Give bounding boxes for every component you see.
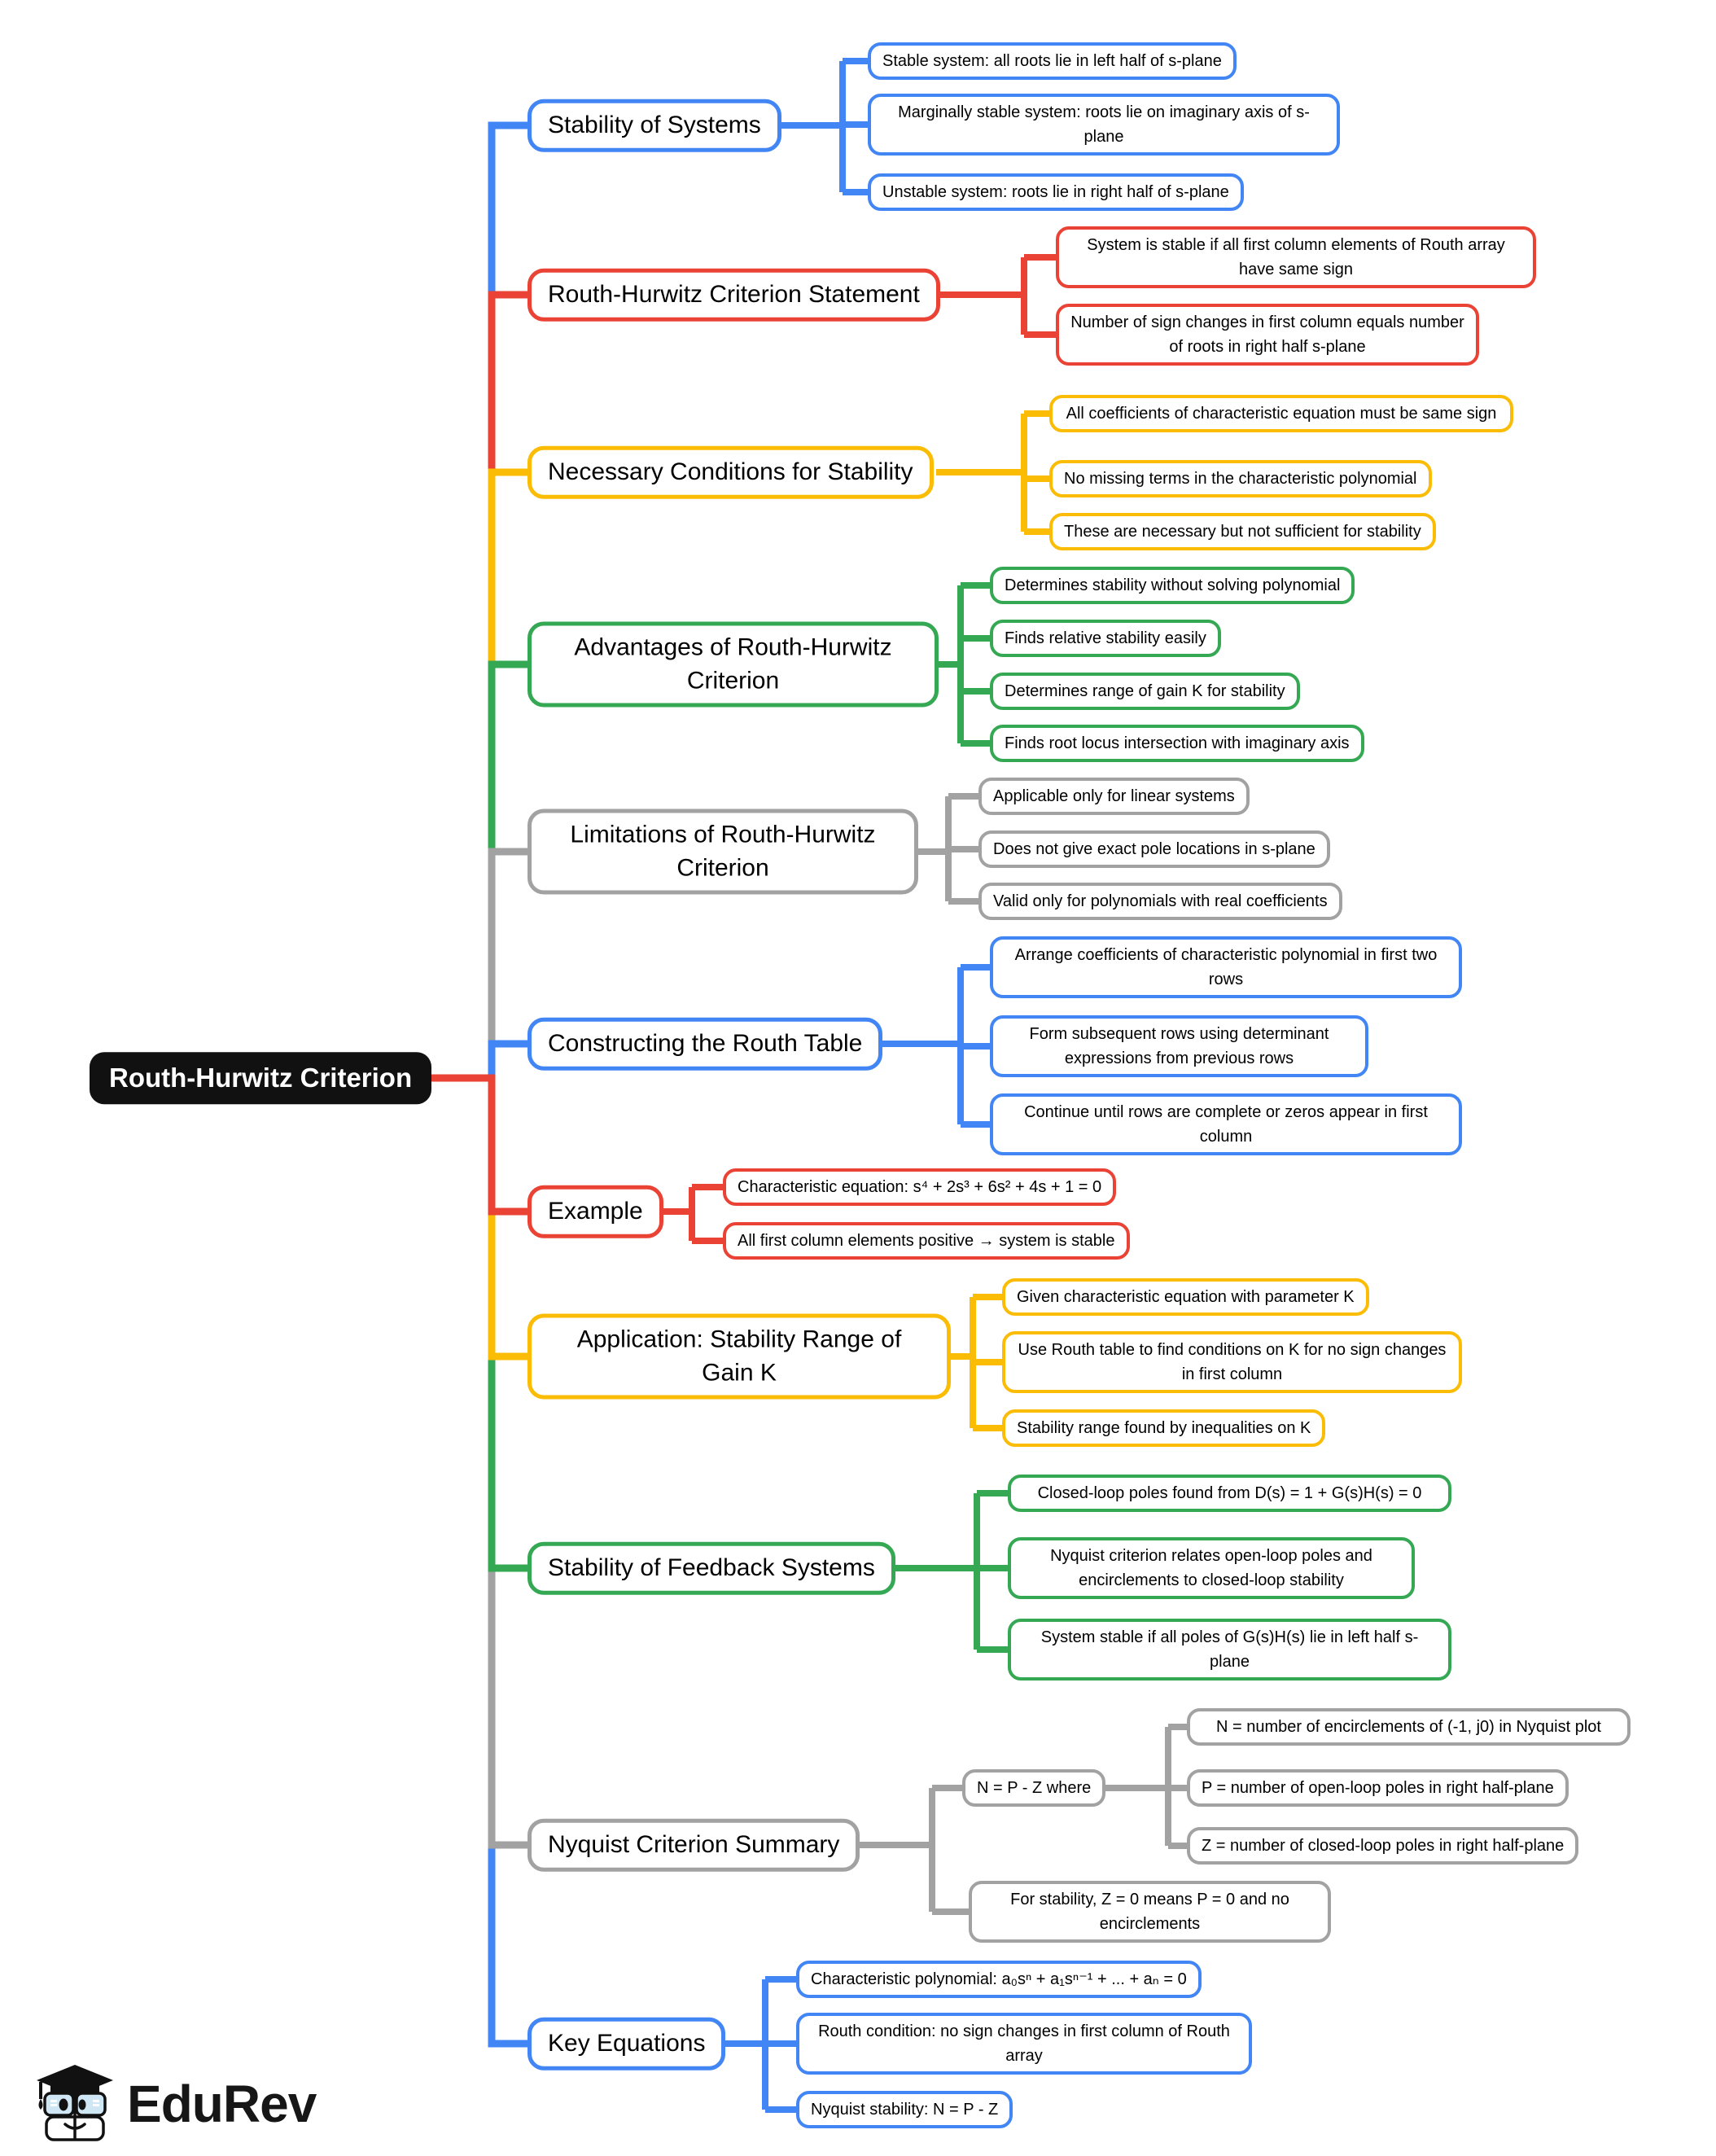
branch-label-example: Example bbox=[527, 1185, 663, 1238]
child-node: No missing terms in the characteristic polynomial bbox=[1049, 460, 1432, 497]
child-node: Finds root locus intersection with imaginary axis bbox=[990, 725, 1364, 762]
child-node: Routh condition: no sign changes in first column of Routh array bbox=[796, 2013, 1252, 2075]
child-node: Marginally stable system: roots lie on imaginary axis of s-plane bbox=[868, 94, 1340, 156]
child-node: Form subsequent rows using determinant expressions from previous rows bbox=[990, 1015, 1368, 1077]
edurev-logo bbox=[34, 2063, 316, 2145]
child-node: Nyquist stability: N = P - Z bbox=[796, 2091, 1013, 2128]
branch-label-constructing-routh-table: Constructing the Routh Table bbox=[527, 1018, 882, 1071]
child-node: Use Routh table to find conditions on K for no sign changes in first column bbox=[1002, 1331, 1462, 1393]
child-node: Applicable only for linear systems bbox=[978, 778, 1250, 815]
child-node: Characteristic polynomial: a₀sⁿ + a₁sⁿ⁻¹ + ... + aₙ = 0 bbox=[796, 1961, 1202, 1998]
central-node: Routh-Hurwitz Criterion bbox=[90, 1052, 431, 1104]
child-node: All coefficients of characteristic equation must be same sign bbox=[1049, 395, 1513, 432]
child-node: Does not give exact pole locations in s-plane bbox=[978, 830, 1330, 868]
branch-label-limitations: Limitations of Routh-Hurwitz Criterion bbox=[527, 809, 918, 895]
branch-label-advantages: Advantages of Routh-Hurwitz Criterion bbox=[527, 622, 939, 708]
branch-label-key-equations: Key Equations bbox=[527, 2018, 725, 2071]
branch-label-stability-of-systems: Stability of Systems bbox=[527, 99, 781, 152]
child-node: Arrange coefficients of characteristic polynomial in first two rows bbox=[990, 936, 1462, 998]
child-node: System is stable if all first column elements of Routh array have same sign bbox=[1056, 226, 1536, 288]
child-node: Determines stability without solving polynomial bbox=[990, 567, 1355, 604]
child-node: Number of sign changes in first column equals number of roots in right half s-plane bbox=[1056, 304, 1479, 366]
child-node: Given characteristic equation with parameter K bbox=[1002, 1278, 1369, 1316]
child-node: Stability range found by inequalities on K bbox=[1002, 1409, 1325, 1447]
child-node: Valid only for polynomials with real coefficients bbox=[978, 883, 1342, 920]
child-node: Finds relative stability easily bbox=[990, 620, 1221, 657]
branch-label-application-gain-k: Application: Stability Range of Gain K bbox=[527, 1314, 951, 1400]
branch-label-feedback-systems: Stability of Feedback Systems bbox=[527, 1542, 895, 1595]
child-node: System stable if all poles of G(s)H(s) lie in left half s-plane bbox=[1008, 1619, 1451, 1681]
child-node: Closed-loop poles found from D(s) = 1 + G(s)H(s) = 0 bbox=[1008, 1475, 1451, 1512]
child-node: Continue until rows are complete or zeros appear in first column bbox=[990, 1093, 1462, 1155]
branch-label-nyquist-summary: Nyquist Criterion Summary bbox=[527, 1819, 860, 1872]
edurev-mascot-icon bbox=[34, 2063, 116, 2145]
child-node: Stable system: all roots lie in left half of s-plane bbox=[868, 42, 1237, 80]
branch-label-necessary-conditions: Necessary Conditions for Stability bbox=[527, 446, 934, 499]
child-node: Unstable system: roots lie in right half of s-plane bbox=[868, 173, 1244, 211]
sub-branch-node: N = P - Z where bbox=[962, 1769, 1105, 1807]
child-node: N = number of encirclements of (-1, j0) in Nyquist plot bbox=[1187, 1708, 1631, 1746]
branch-label-criterion-statement: Routh-Hurwitz Criterion Statement bbox=[527, 269, 940, 322]
child-node: Z = number of closed-loop poles in right half-plane bbox=[1187, 1827, 1578, 1865]
child-node: Characteristic equation: s⁴ + 2s³ + 6s² + 4s + 1 = 0 bbox=[723, 1168, 1116, 1206]
child-node: All first column elements positive → system is stable bbox=[723, 1222, 1130, 1260]
child-node: These are necessary but not sufficient for stability bbox=[1049, 513, 1436, 550]
child-node: For stability, Z = 0 means P = 0 and no encirclements bbox=[969, 1881, 1331, 1943]
edurev-brand-text: EduRev bbox=[127, 2075, 317, 2133]
child-node: Nyquist criterion relates open-loop poles and encirclements to closed-loop stability bbox=[1008, 1537, 1415, 1599]
child-node: Determines range of gain K for stability bbox=[990, 673, 1300, 710]
child-node: P = number of open-loop poles in right half-plane bbox=[1187, 1769, 1569, 1807]
